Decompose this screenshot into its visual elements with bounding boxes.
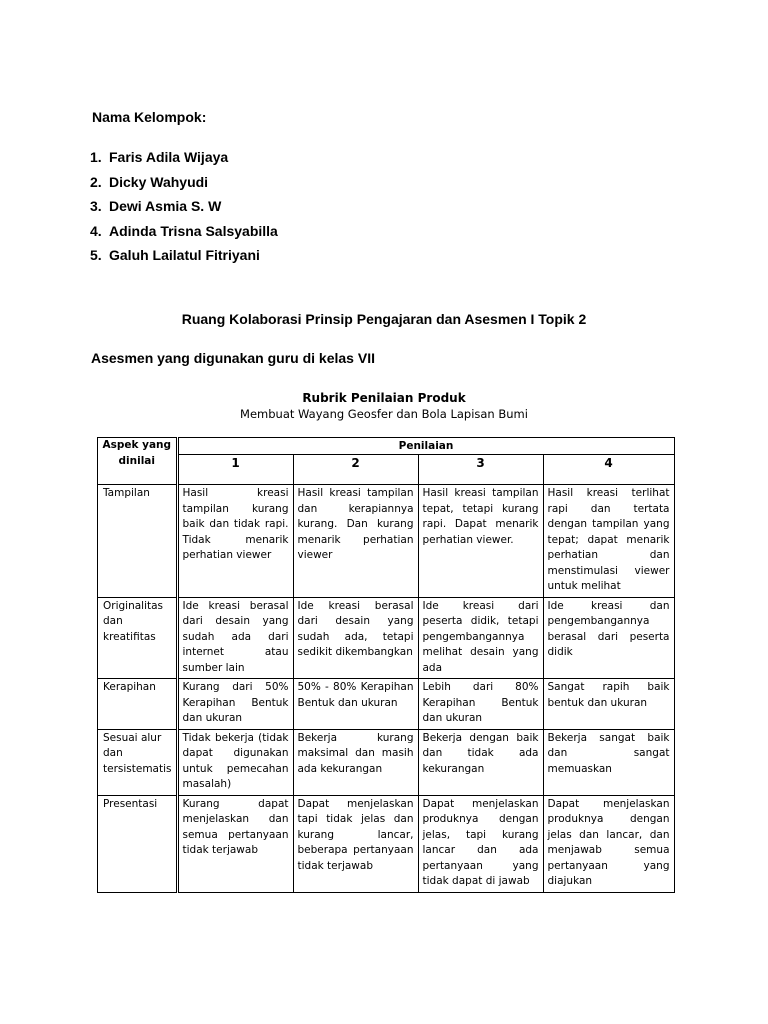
criteria-cell: Bekerja kurang maksimal dan masih ada kekurangan [293,729,418,795]
aspect-header: Aspek yang dinilai [98,438,178,485]
member-item [90,148,278,173]
criteria-cell: Hasil kreasi tampilan kurang baik dan tidak rapi. Tidak menarik perhatian viewer [177,485,293,598]
rubric-header-row [98,438,675,455]
criteria-cell: Hasil kreasi tampilan dan kerapiannya kurang. Dan kurang menarik perhatian viewer [293,485,418,598]
group-heading: Nama Kelompok: [92,109,207,125]
member-name: Dewi Asmia S. W [109,198,222,214]
aspect-cell: Presentasi [98,795,178,892]
member-name: Dicky Wahyudi [109,173,209,190]
aspect-cell: Kerapihan [98,679,178,730]
rubric-title: Rubrik Penilaian Produk [302,391,466,405]
criteria-cell: Kurang dapat menjelaskan dan semua pertanyaan tidak terjawab [177,795,293,892]
criteria-cell: Kurang dari 50% Kerapihan Bentuk dan ukuran [177,679,293,730]
criteria-cell: Sangat rapih baik bentuk dan ukuran [543,679,674,730]
assessment-heading: Asesmen yang digunakan guru di kelas VII [91,350,375,366]
criteria-cell: 50% - 80% Kerapihan Bentuk dan ukuran [293,679,418,730]
member-name: Galuh Lailatul Fitriyani [109,247,260,263]
aspect-cell: Originalitas dan kreatifitas [98,597,178,679]
document-title: Ruang Kolaborasi Prinsip Pengajaran dan Asesmen I Topik 2 [181,311,587,327]
criteria-cell: Hasil kreasi terlihat rapi dan tertata dengan tampilan yang tepat; dapat menarik perhatian dan menstimulasi viewer untuk melihat [543,485,674,598]
criteria-cell: Tidak bekerja (tidak dapat digunakan untuk pemecahan masalah) [177,729,293,795]
criteria-cell: Dapat menjelaskan produknya dengan jelas, tapi kurang lancar dan ada pertanyaan yang tidak dapat di jawab [418,795,543,892]
aspect-cell: Sesuai alur dan tersistematis [98,729,178,795]
member-number: 1. [90,149,102,165]
criteria-cell: Lebih dari 80% Kerapihan Bentuk dan ukuran [418,679,543,730]
penilaian-header: Penilaian [177,438,674,455]
aspect-cell: Tampilan [98,485,178,598]
score-header: 2 [293,455,418,485]
table-row [98,679,675,730]
criteria-cell: Dapat menjelaskan produknya dengan jelas dan lancar, dan menjawab semua pertanyaan yang diajukan [543,795,674,892]
table-row [98,729,675,795]
member-number: 3. [90,198,102,214]
member-number: 4. [90,222,102,239]
score-header: 3 [418,455,543,485]
score-header-row [98,455,675,485]
criteria-cell: Ide kreasi berasal dari desain yang sudah ada, tetapi sedikit dikembangkan [293,597,418,679]
member-item [90,197,278,222]
rubric-subtitle: Membuat Wayang Geosfer dan Bola Lapisan Bumi [240,407,528,421]
member-number: 2. [90,173,102,190]
rubric-table [97,437,675,893]
criteria-cell: Ide kreasi dari peserta didik, tetapi pengembangannya melihat desain yang ada [418,597,543,679]
member-name: Adinda Trisna Salsyabilla [109,222,278,239]
member-item [90,222,278,247]
member-number: 5. [90,247,102,263]
criteria-cell: Dapat menjelaskan tapi tidak jelas dan kurang lancar, beberapa pertanyaan tidak terjawab [293,795,418,892]
criteria-cell: Bekerja dengan baik dan tidak ada kekurangan [418,729,543,795]
member-item [90,246,278,271]
table-row [98,795,675,892]
table-row [98,597,675,679]
table-row [98,485,675,598]
member-name: Faris Adila Wijaya [109,149,229,165]
score-header: 1 [177,455,293,485]
criteria-cell: Hasil kreasi tampilan tepat, tetapi kurang rapi. Dapat menarik perhatian viewer. [418,485,543,598]
member-item [90,173,278,198]
member-list [90,148,278,271]
score-header: 4 [543,455,674,485]
criteria-cell: Ide kreasi berasal dari desain yang sudah ada dari internet atau sumber lain [177,597,293,679]
criteria-cell: Bekerja sangat baik dan sangat memuaskan [543,729,674,795]
criteria-cell: Ide kreasi dan pengembangannya berasal dari peserta didik [543,597,674,679]
